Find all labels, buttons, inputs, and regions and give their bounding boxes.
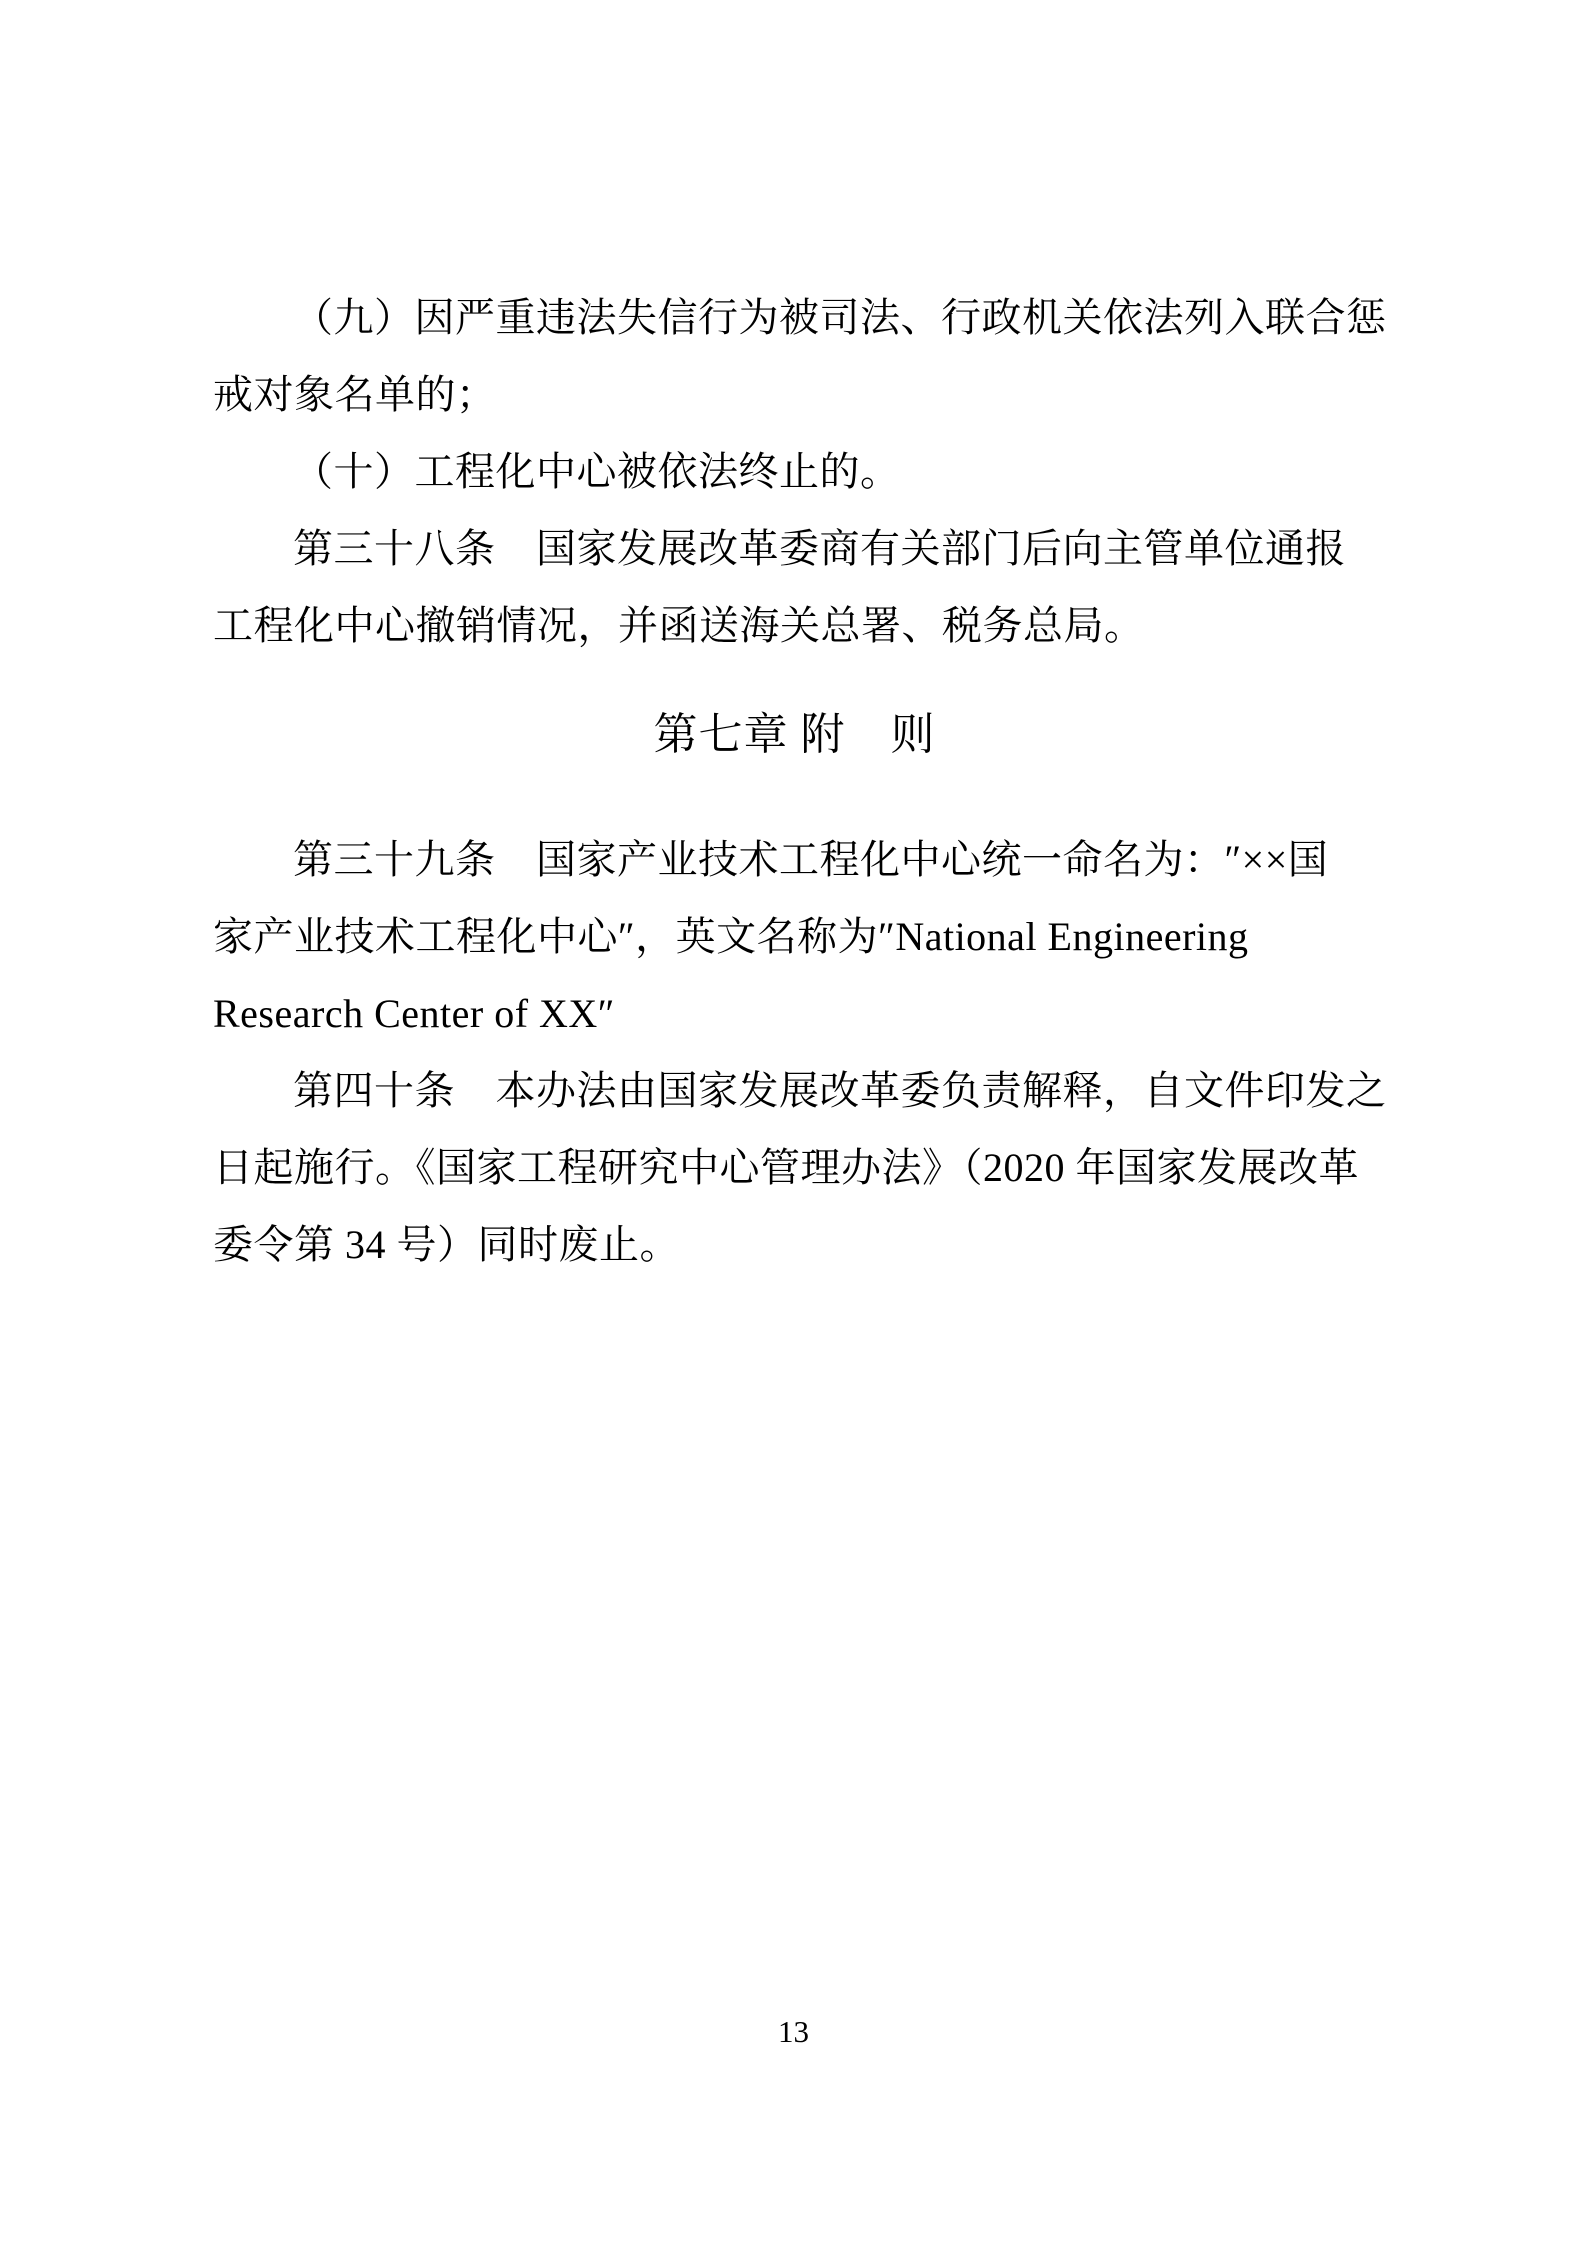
- page-number: 13: [778, 2014, 809, 2049]
- line-article-38-cont: 工程化中心撤销情况，并函送海关总署、税务总局。: [213, 603, 1145, 648]
- line-article-40-cont-1: 日起施行。《国家工程研究中心管理办法》（2020 年国家发展改革: [213, 1145, 1359, 1190]
- chapter-heading: 第七章 附 则: [653, 710, 936, 759]
- document-body: [213, 279, 1387, 1283]
- line-article-40-cont-2: 委令第 34 号）同时废止。: [213, 1222, 680, 1267]
- line-article-40: 第四十条 本办法由国家发展改革委负责解释，自文件印发之: [293, 1068, 1387, 1113]
- line-article-39-cont-1: 家产业技术工程化中心″，英文名称为″National Engineering: [213, 914, 1249, 959]
- line-clause-9: （九）因严重违法失信行为被司法、行政机关依法列入联合惩: [293, 295, 1387, 340]
- line-article-38: 第三十八条 国家发展改革委商有关部门后向主管单位通报: [293, 526, 1346, 571]
- line-article-39: 第三十九条 国家产业技术工程化中心统一命名为：″××国: [293, 837, 1329, 882]
- line-clause-10: （十）工程化中心被依法终止的。: [293, 449, 901, 494]
- line-article-39-cont-2: Research Center of XX″: [213, 991, 615, 1036]
- line-clause-9-cont: 戒对象名单的；: [213, 372, 497, 417]
